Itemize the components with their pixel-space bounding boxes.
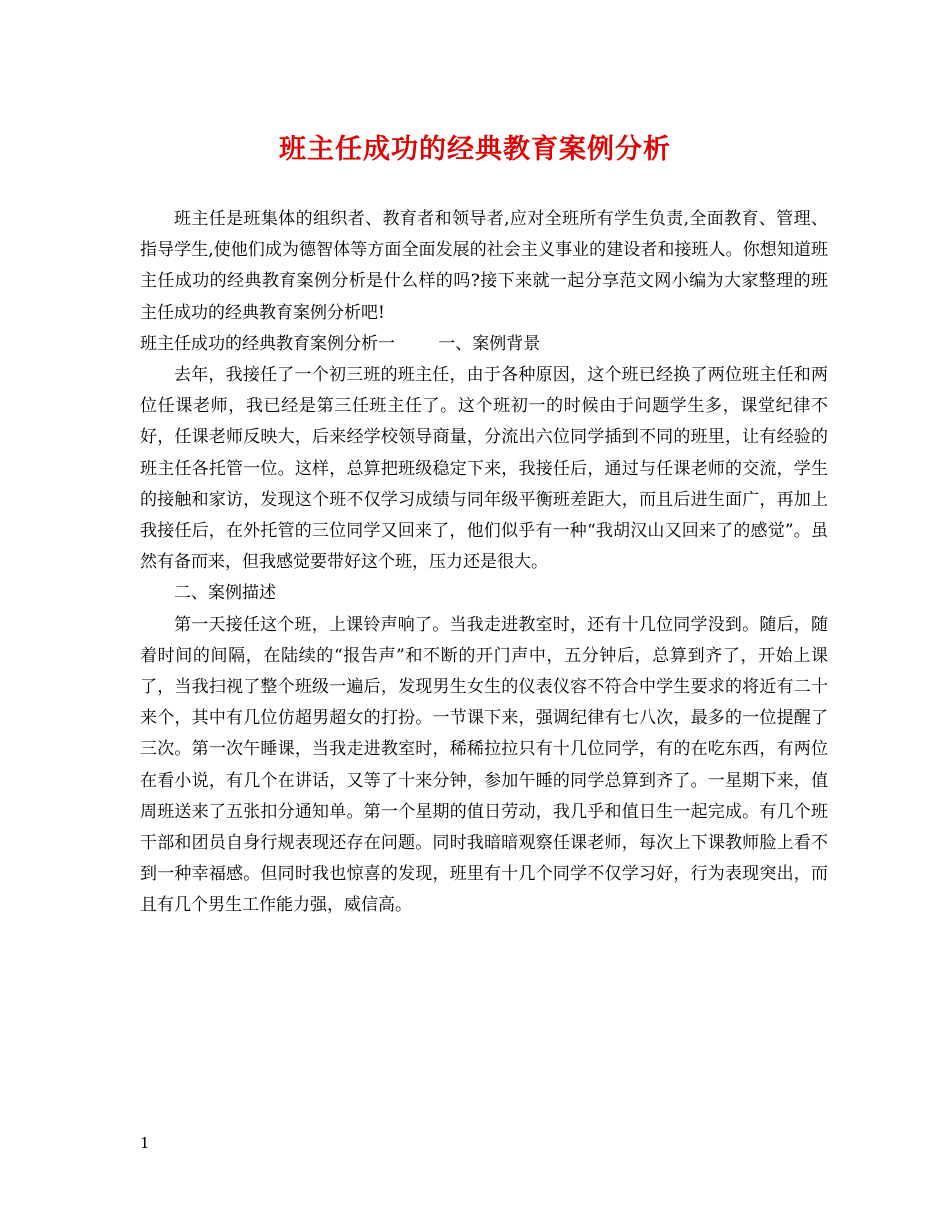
document-title: 班主任成功的经典教育案例分析 [279,134,671,165]
page-number: 1 [140,1134,150,1152]
section-one-title: 班主任成功的经典教育案例分析一 [140,333,395,354]
section-two-heading: 二、案例描述 [174,583,276,604]
description-paragraph: 第一天接任这个班，上课铃声响了。当我走进教室时，还有十几位同学没到。随后，随着时间的间隔，在陆续的“报告声”和不断的开门声中，五分钟后，总算到齐了，开始上课了，当我扫视了整个班级一遍后，发现男生女生的仪表仪容不符合中学生要求的将近有二十来个，其中有几位仿超男超女的打扮。一节课下来，强调纪律有七八次，最多的一位提醒了三次。第一次午睡课，当我走进教室时，稀稀拉拉只有十几位同学，有的在吃东西，有两位在看小说，有几个在讲话，又等了十来分钟，参加午睡的同学总算到齐了。一星期下来，值周班送来了五张扣分通知单。第一个星期的值日劳动，我几乎和值日生一起完成。有几个班干部和团员自身行规表现还存在问题。同时我暗暗观察任课老师，每次上下课教师脸上看不到一种幸福感。但同时我也惊喜的发现，班里有十几个同学不仅学习好，行为表现突出，而且有几个男生工作能力强，威信高。 [140,614,828,916]
background-paragraph: 去年，我接任了一个初三班的班主任，由于各种原因，这个班已经换了两位班主任和两位任课老师，我已经是第三任班主任了。这个班初一的时候由于问题学生多，课堂纪律不好，任课老师反映大，后来经学校领导商量，分流出六位同学插到不同的班里，让有经验的班主任各托管一位。这样，总算把班级稳定下来，我接任后，通过与任课老师的交流，学生的接触和家访，发现这个班不仅学习成绩与同年级平衡班差距大，而且后进生面广，再加上我接任后，在外托管的三位同学又回来了，他们似乎有一种“我胡汉山又回来了的感觉”。虽然有备而来，但我感觉要带好这个班，压力还是很大。 [140,365,828,573]
document-body [140,204,828,922]
section-one-line [140,329,828,360]
intro-paragraph: 班主任是班集体的组织者、教育者和领导者,应对全班所有学生负责,全面教育、管理、指导学生,使他们成为德智体等方面全面发展的社会主义事业的建设者和接班人。你想知道班主任成功的经典教育案例分析是什么样的吗?接下来就一起分享范文网小编为大家整理的班主任成功的经典教育案例分析吧! [140,209,828,323]
section-one-heading: 一、案例背景 [438,333,541,354]
